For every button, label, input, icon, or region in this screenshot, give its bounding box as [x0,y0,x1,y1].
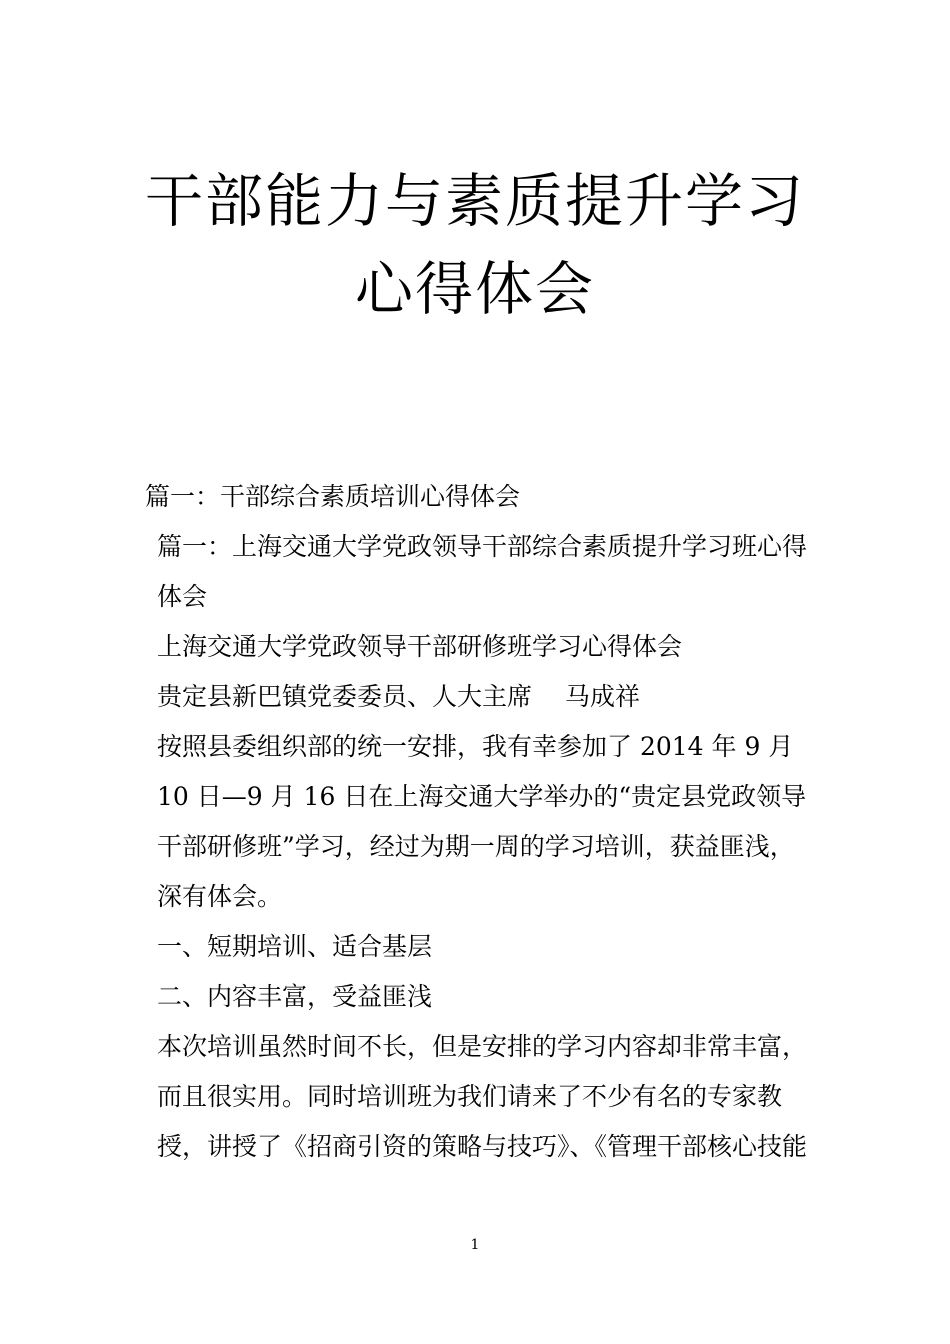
list-heading-1: 一、短期培训、适合基层 [157,932,433,961]
title-line-2: 心得体会 [354,254,595,323]
body-paragraph: 按照县委组织部的统一安排，我有幸参加了 2014 年 9 月 10 日—9 月 16 日在上海交通大学举办的“贵定县党政领导干部研修班”学习，经过为期一周的学习培训，获益匪浅，深有体会。 [157,732,807,911]
document-title [0,157,950,333]
author-line: 贵定县新巴镇党委委员、人大主席 马成祥 [157,682,640,711]
article-heading: 篇一：上海交通大学党政领导干部综合素质提升学习班心得体会 [157,532,808,611]
section-heading: 篇一：干部综合素质培训心得体会 [145,482,521,511]
document-body [145,472,810,1172]
body-paragraph: 本次培训虽然时间不长，但是安排的学习内容却非常丰富，而且很实用。同时培训班为我们请来了不少有名的专家教授，讲授了《招商引资的策略与技巧》、《管理干部核心技能 [157,1032,808,1161]
article-subtitle: 上海交通大学党政领导干部研修班学习心得体会 [157,632,683,661]
list-heading-2: 二、内容丰富，受益匪浅 [157,982,433,1011]
title-line-1: 干部能力与素质提升学习 [144,166,805,235]
page-number: 1 [470,1237,480,1253]
